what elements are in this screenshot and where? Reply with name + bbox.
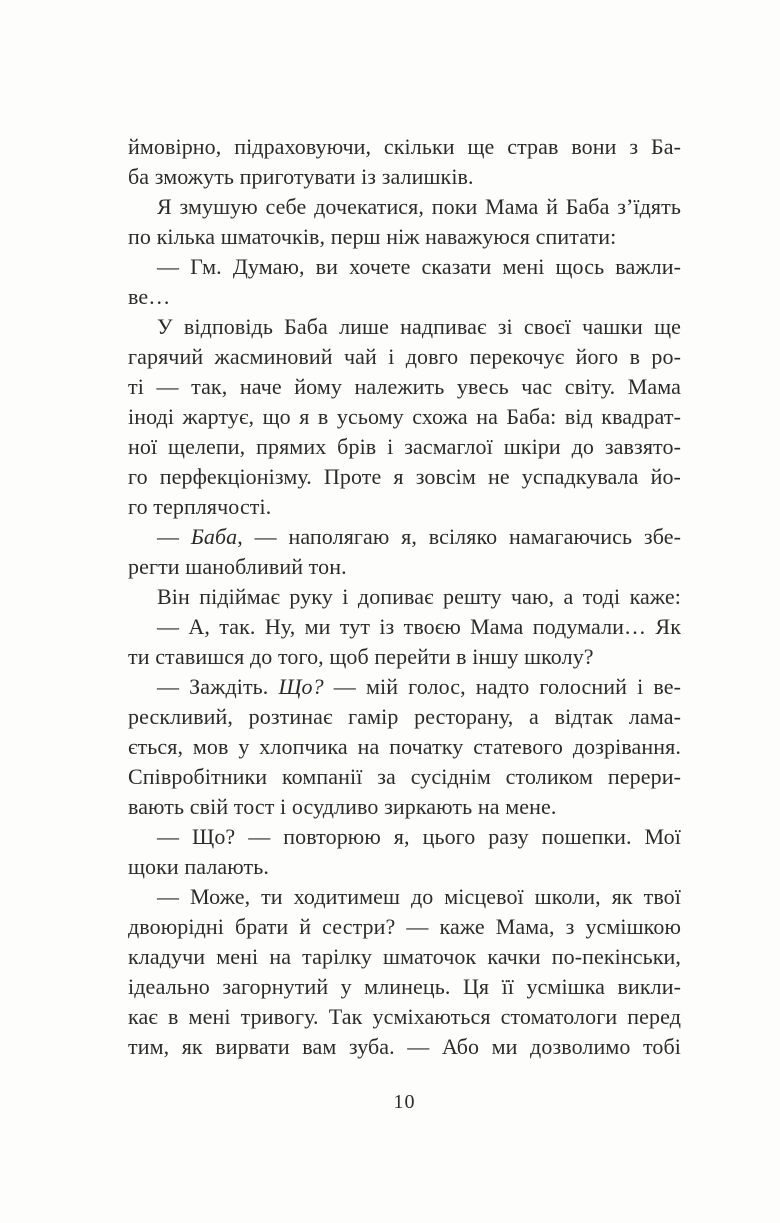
text-run: Він підіймає руку і допиває решту чаю, а тоді каже: bbox=[157, 584, 681, 609]
text-line bbox=[128, 792, 681, 822]
text-line bbox=[128, 762, 681, 792]
text-run: , — наполягаю я, всіляко намагаючись збе- bbox=[237, 524, 681, 549]
text-run: іноді жартує, що я в усьому схожа на Баба: від квадрат- bbox=[128, 404, 681, 429]
text-line bbox=[128, 372, 681, 402]
text-run: Я змушую себе дочекатися, поки Мама й Баба з’їдять bbox=[157, 194, 681, 219]
text-run: тим, як вирвати вам зуба. — Або ми дозволимо тобі bbox=[128, 1034, 681, 1059]
text-run: Співробітники компанії за сусіднім столиком перери- bbox=[128, 764, 681, 789]
text-line bbox=[128, 522, 681, 552]
text-line bbox=[128, 882, 681, 912]
text-run: — мій голос, надто голосний і ве- bbox=[323, 674, 682, 699]
text-line bbox=[128, 672, 681, 702]
text-run: по кілька шматочків, перш ніж наважуюся спитати: bbox=[128, 224, 617, 249]
text-line bbox=[128, 462, 681, 492]
text-run: ве… bbox=[128, 284, 171, 309]
text-run: — Гм. Думаю, ви хочете сказати мені щось важли- bbox=[157, 254, 681, 279]
text-run: — Що? — повторюю я, цього разу пошепки. Мої bbox=[157, 824, 681, 849]
text-run: ймовірно, підраховуючи, скільки ще страв вони з Ба- bbox=[128, 134, 681, 159]
text-run: кає в мені тривогу. Так усміхаються стоматологи перед bbox=[128, 1004, 681, 1029]
italic-text-run: Що? bbox=[278, 674, 324, 699]
text-run: щоки палають. bbox=[128, 854, 269, 879]
text-line bbox=[128, 702, 681, 732]
text-line bbox=[128, 222, 681, 252]
text-run: ти ставишся до того, щоб перейти в іншу школу? bbox=[128, 644, 594, 669]
text-line bbox=[128, 822, 681, 852]
italic-text-run: Баба bbox=[190, 524, 238, 549]
text-line bbox=[128, 942, 681, 972]
text-line bbox=[128, 732, 681, 762]
text-line bbox=[128, 492, 681, 522]
text-line bbox=[128, 132, 681, 162]
text-run: У відповідь Баба лише надпиває зі своєї чашки ще bbox=[157, 314, 681, 339]
text-line bbox=[128, 192, 681, 222]
text-run: — Заждіть. bbox=[157, 674, 279, 699]
text-block bbox=[128, 132, 681, 1062]
text-run: ідеально загорнутий у млинець. Ця її усмішка викли- bbox=[128, 974, 681, 999]
text-run: регти шанобливий тон. bbox=[128, 554, 347, 579]
text-run: двоюрідні брати й сестри? — каже Мама, з усмішкою bbox=[128, 914, 681, 939]
text-line bbox=[128, 582, 681, 612]
text-run: рескливий, розтинає гамір ресторану, а відтак лама- bbox=[128, 704, 681, 729]
text-line bbox=[128, 642, 681, 672]
text-line bbox=[128, 972, 681, 1002]
text-line bbox=[128, 552, 681, 582]
text-run: гарячий жасминовий чай і довго перекочує його в ро- bbox=[128, 344, 681, 369]
text-run: — А, так. Ну, ми тут із твоєю Мама подумали… Як bbox=[157, 614, 681, 639]
text-run: го перфекціонізму. Проте я зовсім не успадкувала йо- bbox=[128, 464, 681, 489]
text-line bbox=[128, 312, 681, 342]
text-line bbox=[128, 432, 681, 462]
text-run: ті — так, наче йому належить увесь час світу. Мама bbox=[128, 374, 681, 399]
text-run: — Може, ти ходитимеш до місцевої школи, як твої bbox=[157, 884, 681, 909]
page-number: 10 bbox=[393, 1091, 416, 1113]
text-run: — bbox=[157, 524, 191, 549]
text-run: кладучи мені на тарілку шматочок качки по-пекінськи, bbox=[128, 944, 681, 969]
text-line bbox=[128, 1032, 681, 1062]
text-line bbox=[128, 1002, 681, 1032]
text-line bbox=[128, 342, 681, 372]
text-run: ної щелепи, прямих брів і засмаглої шкіри до завзято- bbox=[128, 434, 681, 459]
text-line bbox=[128, 282, 681, 312]
text-line bbox=[128, 162, 681, 192]
text-run: ється, мов у хлопчика на початку статевого дозрівання. bbox=[128, 734, 681, 759]
text-run: вають свій тост і осудливо зиркають на мене. bbox=[128, 794, 557, 819]
text-line bbox=[128, 612, 681, 642]
text-line bbox=[128, 252, 681, 282]
text-line bbox=[128, 912, 681, 942]
text-line bbox=[128, 852, 681, 882]
text-run: ба зможуть приготувати із залишків. bbox=[128, 164, 474, 189]
text-run: го терплячості. bbox=[128, 494, 272, 519]
text-line bbox=[128, 402, 681, 432]
